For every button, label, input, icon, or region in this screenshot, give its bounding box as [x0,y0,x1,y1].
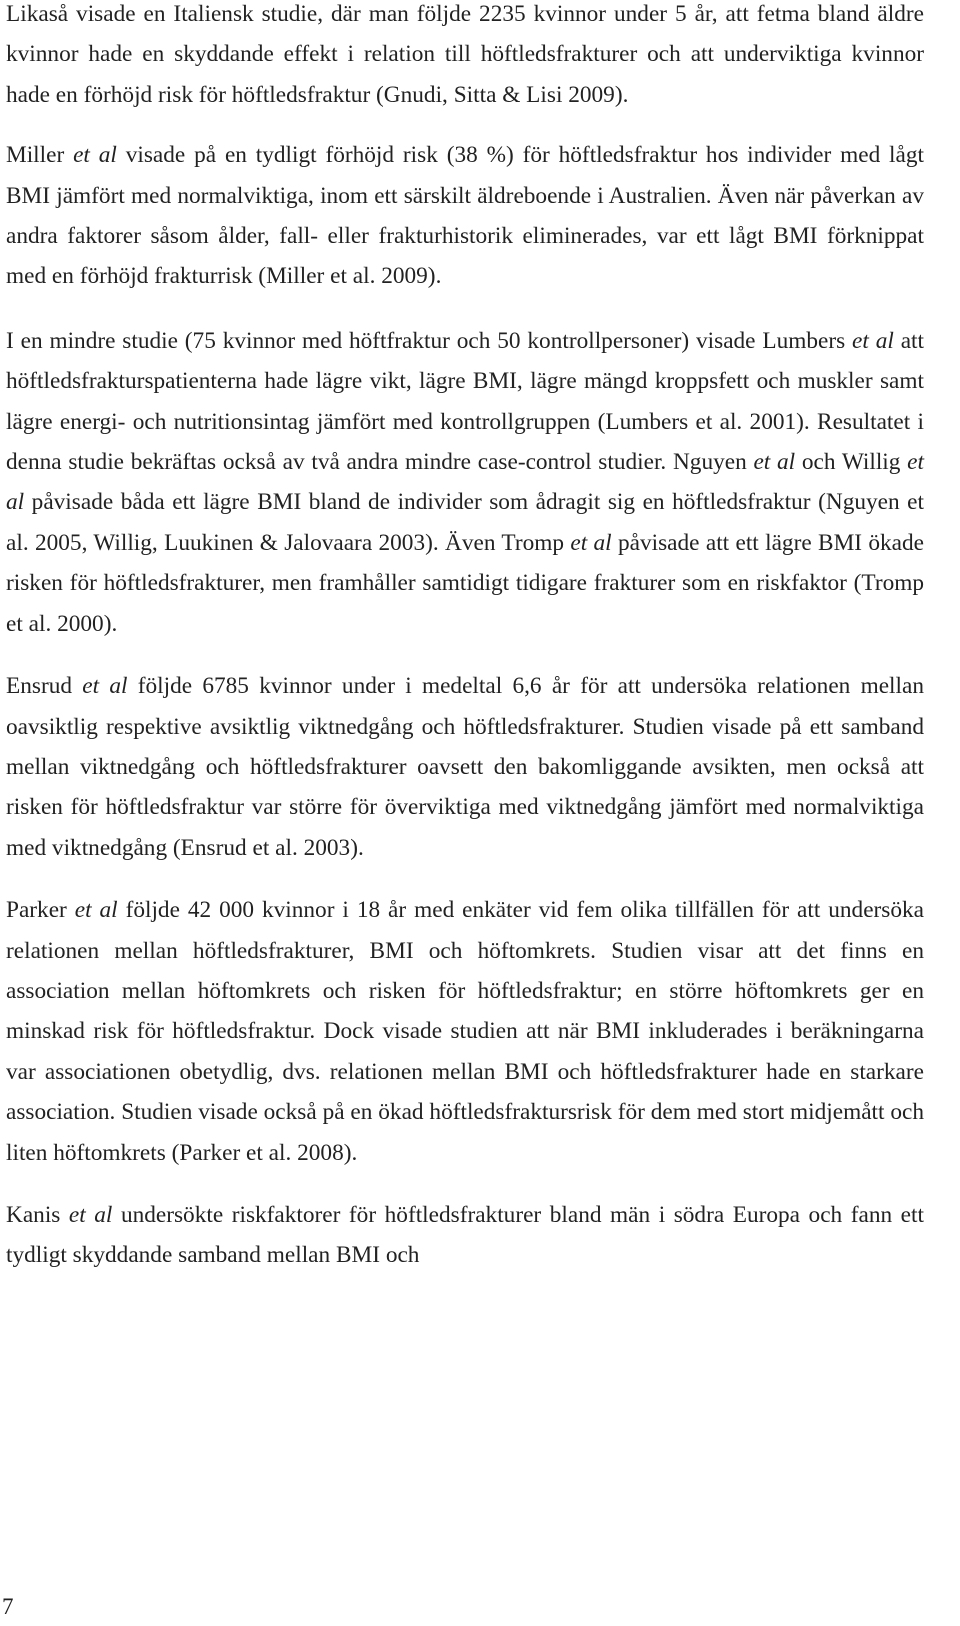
text-run: påvisade båda ett lägre BMI bland de individer som ådragit sig en höftledsfraktur (Nguyen et al. 2005, Willig, Luukinen & Jalovaara 2003). Även Tromp [6,489,924,556]
paragraph-lumbers-study [6,321,924,644]
paragraph-kanis-study [6,1195,924,1276]
text-run: och Willig [795,449,908,476]
text-run: Likaså visade en Italiensk studie, där man följde 2235 kvinnor under 5 år, att fetma bland äldre kvinnor hade en skyddande effekt i relation till höftledsfrakturer och att underviktiga kvinnor hade en förhöjd risk för höftledsfraktur (Gnudi, Sitta & Lisi 2009). [6,1,924,108]
paragraph-italian-study [6,0,924,115]
text-run: Miller [6,142,74,169]
italic-citation: et al [570,529,612,556]
text-run: följde 42 000 kvinnor i 18 år med enkäter vid fem olika tillfällen för att undersöka relationen mellan höftledsfrakturer, BMI och höftomkrets. Studien visar att det finns en association mellan höftomkrets och risken för höftledsfraktur; en större höftomkrets ger en minskad risk för höftledsfraktur. Dock visade studien att när BMI inkluderades i beräkningarna var associationen obetydlig, dvs. relationen mellan BMI och höftledsfrakturer hade en starkare association. Studien visade också på en ökad höftledsfraktursrisk för dem med stort midjemått och liten höftomkrets (Parker et al. 2008). [6,897,924,1166]
italic-citation: et al [74,897,118,924]
paragraph-ensrud-study [6,666,924,868]
italic-citation: et al [6,449,924,516]
text-run: visade på en tydligt förhöjd risk (38 %) för höftledsfraktur hos individer med lågt BMI jämfört med normalviktiga, inom ett särskilt äldreboende i Australien. Även när påverkan av andra faktorer såsom ålder, fall- eller frakturhistorik eliminerades, var ett lågt BMI förknippat med en förhöjd frakturrisk (Miller et al. 2009). [6,142,924,290]
text-run: Kanis [6,1201,69,1228]
paragraph-miller-study [6,135,924,297]
text-run: påvisade att ett lägre BMI ökade risken för höftledsfrakturer, men framhåller samtidigt tidigare frakturer som en riskfaktor (Tromp et al. 2000). [6,529,925,637]
text-run: Ensrud [6,673,83,700]
text-run: Parker [6,897,75,924]
text-run: undersökte riskfaktorer för höftledsfrakturer bland män i södra Europa och fann ett tydligt skyddande samband mellan BMI och [6,1201,924,1269]
text-run: följde 6785 kvinnor under i medeltal 6,6 år för att undersöka relationen mellan oavsiktlig respektive avsiktlig viktnedgång och höftledsfrakturer. Studien visade på ett samband mellan viktnedgång och höftledsfrakturer oavsett den bakomliggande avsikten, men också att risken för höftledsfraktur var större för överviktiga med viktnedgång jämfört med normalviktiga med viktnedgång (Ensrud et al. 2003). [6,673,924,861]
italic-citation: et al [753,449,796,476]
italic-citation: et al [852,327,894,354]
paragraph-parker-study [6,890,924,1173]
document-page [6,0,924,1276]
text-run: att höftledsfrakturspatienterna hade lägre vikt, lägre BMI, lägre mängd kroppsfett och muskler samt lägre energi- och nutritionsintag jämfört med kontrollgruppen (Lumbers et al. 2001). Resultatet i denna studie bekräftas också av två andra mindre case-control studier. Nguyen [6,327,924,476]
text-run: I en mindre studie (75 kvinnor med höftfraktur och 50 kontrollpersoner) visade Lumbers [6,327,853,354]
italic-citation: et al [68,1201,113,1228]
page-number: 7 [2,1594,14,1619]
italic-citation: et al [82,673,128,700]
italic-citation: et al [73,142,117,169]
